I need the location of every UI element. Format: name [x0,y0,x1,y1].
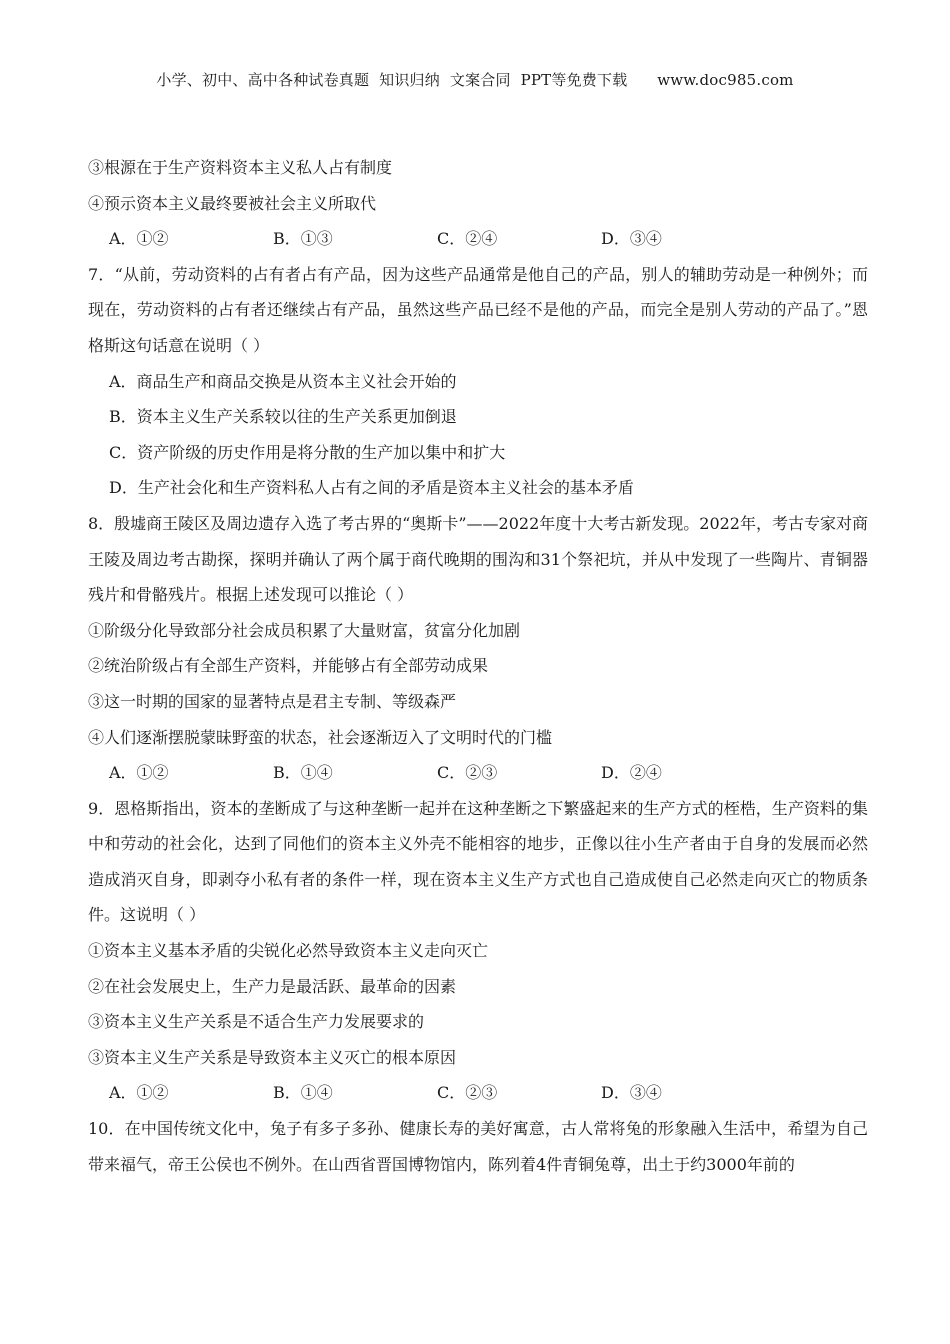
q9-choice-b: B．①④ [273,1083,333,1103]
q6-choices [88,221,868,257]
page-header: 小学、初中、高中各种试卷真题 知识归纳 文案合同 PPT等免费下载 www.doc985.com [156,71,794,89]
q8-choice-d: D．②④ [601,763,662,783]
exam-content [88,150,868,1182]
q9-statement-3: ③资本主义生产关系是不适合生产力发展要求的 [88,1012,425,1032]
q6-choice-c: C．②④ [437,229,498,249]
q9-choice-d: D．③④ [601,1083,662,1103]
q9-choice-a: A．①② [109,1083,169,1103]
q6-choice-b: B．①③ [273,229,333,249]
q8-choices [88,755,868,791]
q8-statement-3: ③这一时期的国家的显著特点是君主专制、等级森严 [88,691,457,711]
q6-choice-a: A．①② [109,229,169,249]
q10-stem: 10．在中国传统文化中，兔子有多子多孙、健康长寿的美好寓意，古人常将兔的形象融入生活中，希望为自己带来福气，帝王公侯也不例外。在山西省晋国博物馆内，陈列着4件青铜兔尊，出土于约3000年前的 [88,1119,868,1174]
q8-choice-c: C．②③ [437,763,498,783]
q7-stem: 7．“从前，劳动资料的占有者占有产品，因为这些产品通常是他自己的产品，别人的辅助劳动是一种例外；而现在，劳动资料的占有者还继续占有产品，虽然这些产品已经不是他的产品，而完全是别人劳动的产品了。”恩格斯这句话意在说明（ ） [88,264,868,355]
q7-option-b: B．资本主义生产关系较以往的生产关系更加倒退 [109,407,457,427]
q8-choice-a: A．①② [109,763,169,783]
q9-choice-c: C．②③ [437,1083,498,1103]
q8-stem: 8．殷墟商王陵区及周边遗存入选了考古界的“奥斯卡”——2022年度十大考古新发现。2022年，考古专家对商王陵及周边考古勘探，探明并确认了两个属于商代晚期的围沟和31个祭祀坑，并从中发现了一些陶片、青铜器残片和骨骼残片。根据上述发现可以推论（ ） [88,513,868,605]
q6-statement-4: ④预示资本主义最终要被社会主义所取代 [88,193,377,213]
q8-statement-4: ④人们逐渐摆脱蒙昧野蛮的状态，社会逐渐迈入了文明时代的门槛 [88,727,553,747]
q9-statement-2: ②在社会发展史上，生产力是最活跃、最革命的因素 [88,976,457,996]
q7-option-a: A．商品生产和商品交换是从资本主义社会开始的 [109,371,457,391]
q6-statement-3: ③根源在于生产资料资本主义私人占有制度 [88,158,393,177]
q9-statement-4: ③资本主义生产关系是导致资本主义灭亡的根本原因 [88,1047,457,1067]
q7-option-d: D．生产社会化和生产资料私人占有之间的矛盾是资本主义社会的基本矛盾 [109,478,634,498]
q6-choice-d: D．③④ [601,229,662,249]
q9-stem: 9．恩格斯指出，资本的垄断成了与这种垄断一起并在这种垄断之下繁盛起来的生产方式的桎梏，生产资料的集中和劳动的社会化，达到了同他们的资本主义外壳不能相容的地步，正像以往小生产者由于自身的发展而必然造成消灭自身，即剥夺小私有者的条件一样，现在资本主义生产方式也自己造成使自己必然走向灭亡的物质条件。这说明（ ） [88,798,868,925]
q9-statement-1: ①资本主义基本矛盾的尖锐化必然导致资本主义走向灭亡 [88,941,489,961]
q8-statement-1: ①阶级分化导致部分社会成员积累了大量财富，贫富分化加剧 [88,620,521,640]
q8-choice-b: B．①④ [273,763,333,783]
q8-statement-2: ②统治阶级占有全部生产资料，并能够占有全部劳动成果 [88,656,489,676]
q7-option-c: C．资产阶级的历史作用是将分散的生产加以集中和扩大 [109,442,506,462]
q9-choices [88,1075,868,1111]
